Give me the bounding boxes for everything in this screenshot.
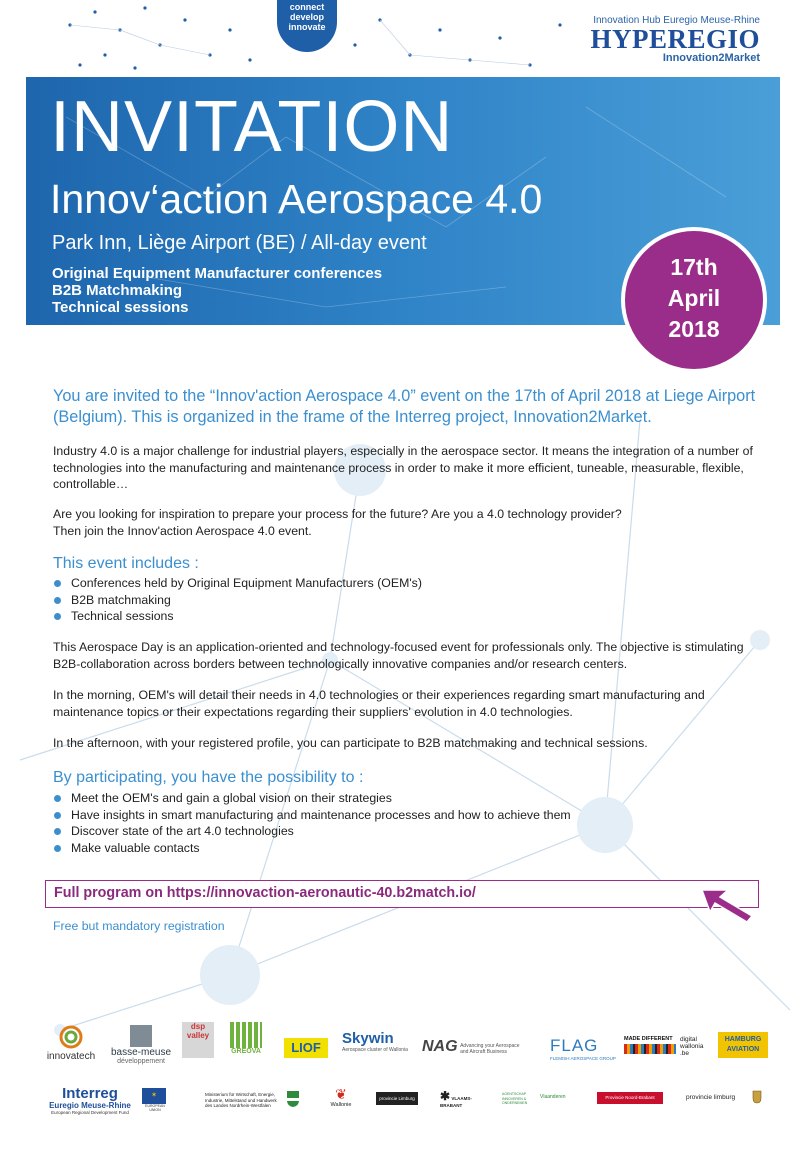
provincie-limburg-nl-name: provincie Limburg (379, 1096, 415, 1101)
hamburg-aviation-logo (718, 1032, 768, 1058)
date-year: 2018 (668, 316, 720, 342)
invitation-title: INVITATION (50, 87, 454, 167)
vlaams-brabant-icon: ✱ (440, 1089, 451, 1103)
basse-meuse-sub: développement (117, 1058, 165, 1065)
list-item (53, 608, 422, 625)
list-item (53, 823, 571, 840)
program-link-box[interactable] (45, 880, 759, 908)
afternoon-paragraph: In the afternoon, with your registered profile, you can participate to B2B matchmaking and technical sessions. (53, 736, 648, 750)
list-item-text: Technical sessions (71, 609, 174, 623)
list-item (53, 807, 571, 824)
interreg-fund: European Regional Development Fund (51, 1110, 129, 1115)
participating-list (53, 790, 571, 856)
skywin-sub: Aerospace cluster of Wallonia (342, 1047, 408, 1053)
greova-icon (230, 1022, 262, 1048)
program-link[interactable]: Full program on https://innovaction-aeronautic-40.b2match.io/ (54, 885, 476, 901)
list-item-text: Make valuable contacts (71, 840, 200, 855)
list-item-text: Have insights in smart manufacturing and maintenance processes and how to achieve them (71, 807, 571, 822)
feature-item: Original Equipment Manufacturer conferences (52, 265, 383, 282)
event-features (52, 265, 382, 316)
hyperegio-name: HYPEREGIO (590, 24, 760, 54)
skywin-name: Skywin (342, 1030, 394, 1047)
bullet-icon (54, 828, 61, 835)
nrw-ministry-logo (205, 1092, 283, 1109)
nag-logo (422, 1038, 540, 1056)
vlaanderen-name: Vlaanderen (540, 1094, 566, 1100)
agentschap-logo (502, 1092, 538, 1106)
list-item-text: Conferences held by Original Equipment Manufacturers (OEM's) (71, 576, 422, 590)
eu-flag-icon: ✶ (142, 1088, 166, 1104)
date-month: April (667, 285, 721, 311)
made-different-name: MADE DIFFERENT (624, 1036, 673, 1042)
basse-meuse-icon (130, 1025, 152, 1047)
feature-item: Technical sessions (52, 299, 189, 316)
morning-paragraph: In the morning, OEM's will detail their needs in 4.0 technologies or their experiences regarding smart manufacturing and maintenance topics or their expectations regarding their suppliers' evolution in 4.0 technologies. (53, 688, 705, 719)
bullet-icon (54, 597, 61, 604)
greova-logo (230, 1022, 262, 1055)
basse-meuse-name: basse-meuse (110, 1047, 172, 1058)
list-item-text: Meet the OEM's and gain a global vision on their strategies (71, 791, 392, 805)
nag-name: NAG (422, 1038, 458, 1055)
badge-line: develop (289, 12, 324, 22)
provincie-limburg-be-logo (686, 1094, 756, 1101)
noord-brabant-name: Provincie Noord-Brabant (605, 1095, 655, 1100)
date-day: 17th (670, 254, 718, 280)
bullet-icon (54, 613, 61, 620)
lead-paragraph: You are invited to the “Innov'action Aerospace 4.0” event on the 17th of April 2018 at Liege Airport (Belgium). This is organized in the frame of the Interreg project, Innovation2Market. (53, 387, 756, 426)
event-location: Park Inn, Liège Airport (BE) / All-day event (52, 232, 427, 254)
hyperegio-logo (590, 15, 760, 64)
flag-logo (550, 1036, 620, 1061)
list-item (53, 592, 422, 609)
interreg-logo (40, 1086, 140, 1115)
list-item (53, 575, 422, 592)
bullet-icon (54, 812, 61, 819)
hyperegio-subtitle: Innovation2Market (662, 52, 760, 64)
innovatech-icon (56, 1025, 86, 1049)
nrw-ministry-name: Ministerium für Wirtschaft, Energie, Industrie, Mittelstand und Handwerk des Landes Nordrhein-Westfalen (205, 1092, 277, 1108)
made-different-logo (624, 1036, 676, 1054)
vlaanderen-logo (540, 1094, 578, 1100)
dsp-valley-logo (182, 1022, 214, 1058)
limburg-crest-icon (752, 1090, 762, 1104)
list-item-text: Discover state of the art 4.0 technologies (71, 824, 294, 838)
wallonie-logo (326, 1086, 356, 1108)
badge-line: innovate (288, 22, 326, 32)
eu-name: EUROPEAN UNION (145, 1104, 165, 1112)
aerospace-day-paragraph: This Aerospace Day is an application-oriented and technology-focused event for professionals only. The objective is stimulating B2B-collaboration across borders between technologically innovative companies and/or research centers. (53, 640, 744, 671)
innovatech-logo (40, 1025, 102, 1062)
includes-heading: This event includes : (53, 555, 199, 572)
registration-note: Free but mandatory registration (53, 919, 225, 933)
flag-name: FLAG (550, 1036, 599, 1055)
dsp-valley-name: dsp valley (186, 1022, 210, 1040)
feature-item: B2B Matchmaking (52, 282, 183, 299)
wallonie-name: Wallonie (330, 1102, 352, 1108)
greova-name: GREOVA (231, 1048, 261, 1055)
provincie-limburg-be-name: provincie limburg (686, 1094, 736, 1101)
list-item (53, 790, 571, 807)
liof-name: LIOF (291, 1040, 321, 1055)
liof-logo (284, 1038, 328, 1058)
interreg-name: Interreg (62, 1085, 118, 1102)
bullet-icon (54, 845, 61, 852)
hyperegio-hub: Innovation Hub Euregio Meuse-Rhine (593, 15, 760, 26)
bullet-icon (54, 795, 61, 802)
eu-flag-logo (142, 1088, 168, 1112)
nag-sub: Advancing your Aerospace and Aircraft Business (460, 1042, 520, 1055)
provincie-limburg-nl-logo (376, 1092, 418, 1105)
vlaams-brabant-name: VLAAMS-BRABANT (440, 1096, 472, 1108)
intro-paragraph: Industry 4.0 is a major challenge for industrial players, especially in the aerospace sector. It means the integration of a number of technologies into the manufacturing and maintenance process in order to make it more efficient, tuneable, measurable, flexible, controllable… (53, 444, 753, 491)
digital-wallonia-line: .be (680, 1050, 690, 1057)
list-item (53, 840, 571, 857)
rooster-icon: ❦ (335, 1086, 347, 1102)
innovatech-name: innovatech (46, 1051, 96, 1062)
date-circle (621, 227, 767, 373)
badge-line: connect (289, 2, 325, 12)
noord-brabant-logo (597, 1092, 663, 1104)
nrw-crest-icon (286, 1090, 300, 1108)
digital-wallonia-logo (680, 1036, 716, 1057)
vlaams-brabant-logo (440, 1089, 486, 1108)
join-line: Then join the Innov'action Aerospace 4.0 event. (53, 523, 312, 538)
pointer-arrow-icon (698, 884, 758, 924)
digital-wallonia-line: wallonia (680, 1043, 704, 1050)
skywin-logo (342, 1030, 414, 1053)
question-paragraph (53, 506, 763, 539)
list-item-text: B2B matchmaking (71, 592, 171, 607)
interreg-sub: Euregio Meuse-Rhine (49, 1101, 131, 1110)
digital-wallonia-line: digital (680, 1036, 697, 1043)
made-different-stripes (624, 1044, 676, 1054)
event-name: Innov‘action Aerospace 4.0 (50, 176, 543, 222)
includes-list (53, 575, 422, 625)
basse-meuse-logo (108, 1025, 174, 1065)
bullet-icon (54, 580, 61, 587)
participating-heading: By participating, you have the possibility to : (53, 769, 364, 786)
question-line: Are you looking for inspiration to prepare your process for the future? Are you a 4.0 technology provider? (53, 507, 622, 521)
agentschap-name: AGENTSCHAP INNOVEREN & ONDERNEMEN (502, 1092, 528, 1105)
flag-sub: FLEMISH AEROSPACE GROUP (550, 1056, 616, 1061)
hamburg-aviation-name: HAMBURG AVIATION (724, 1036, 762, 1053)
